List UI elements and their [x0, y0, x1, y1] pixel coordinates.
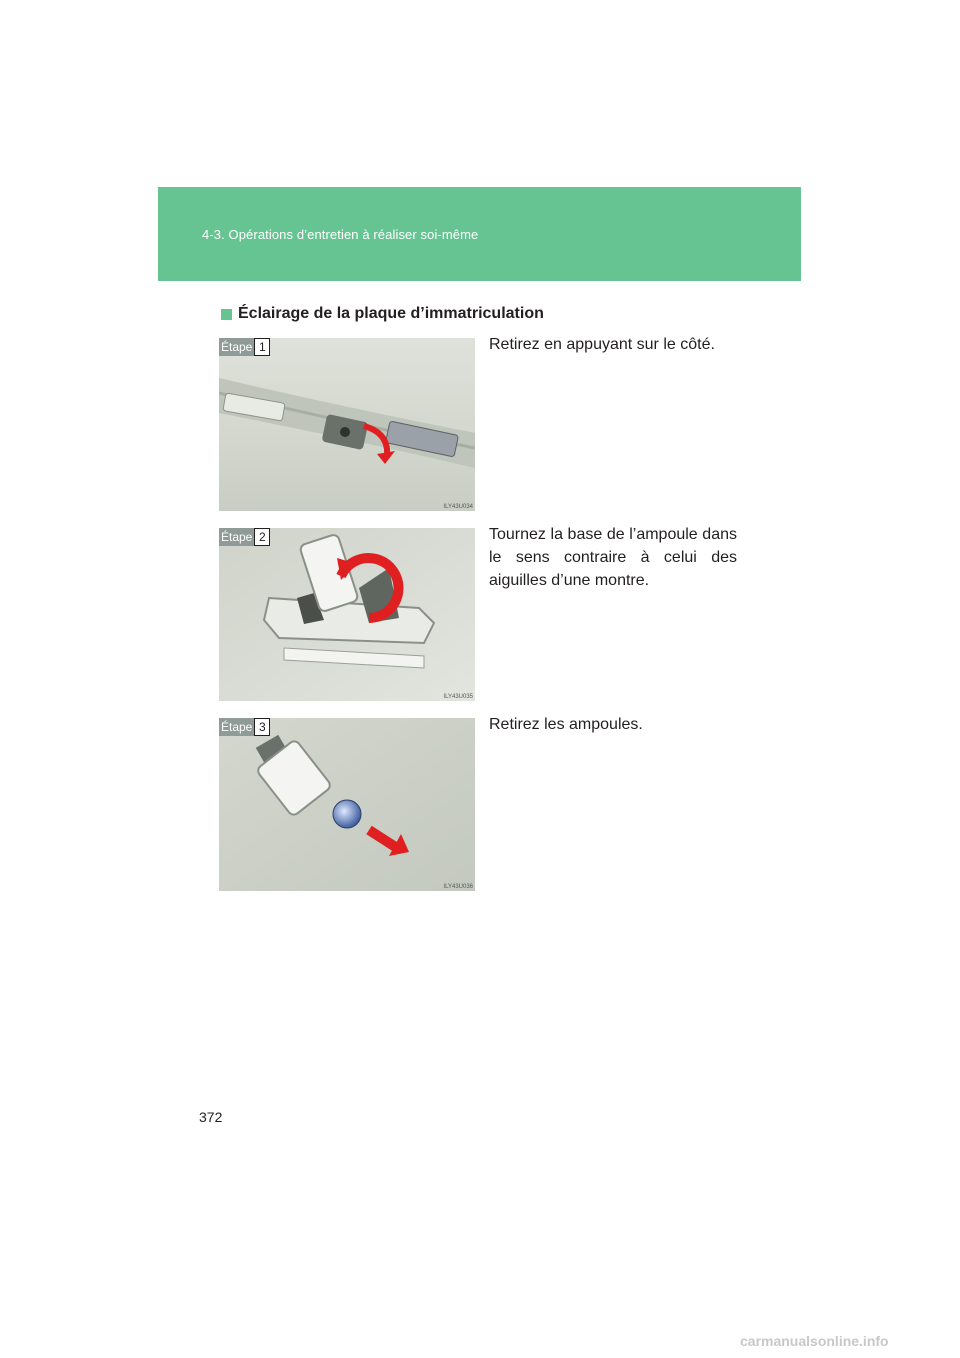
bulb-socket-image — [219, 528, 475, 701]
section-title: Éclairage de la plaque d’immatriculation — [238, 305, 544, 322]
step-2-badge — [219, 528, 270, 546]
step-1-illustration — [219, 338, 475, 511]
step-1-text: Retirez en appuyant sur le côté. — [489, 336, 715, 353]
step-number: 2 — [254, 528, 270, 546]
step-number: 3 — [254, 718, 270, 736]
step-label: Étape — [221, 720, 253, 734]
bulb-removal-image — [219, 718, 475, 891]
watermark: carmanualsonline.info — [740, 1333, 889, 1349]
page-number: 372 — [199, 1109, 223, 1125]
step-3-text: Retirez les ampoules. — [489, 716, 643, 733]
step-number: 1 — [254, 338, 270, 356]
figure-code: ILY43U036 — [443, 884, 473, 890]
license-lamp-housing-image — [219, 338, 475, 511]
bullet-square-icon — [221, 309, 232, 320]
chapter-title: 4-3. Opérations d’entretien à réaliser soi-même — [202, 227, 479, 242]
step-2-text: Tournez la base de l’ampoule dans le sens contraire à celui des aiguilles d’une montre. — [489, 526, 737, 589]
step-label: Étape — [221, 530, 253, 544]
step-3-badge — [219, 718, 270, 736]
chapter-header — [158, 187, 801, 281]
figure-code: ILY43U034 — [443, 504, 473, 510]
section-heading — [221, 305, 544, 323]
step-1-badge — [219, 338, 270, 356]
figure-code: ILY43U035 — [443, 694, 473, 700]
step-2-illustration — [219, 528, 475, 701]
step-3-illustration — [219, 718, 475, 891]
step-label: Étape — [221, 340, 253, 354]
